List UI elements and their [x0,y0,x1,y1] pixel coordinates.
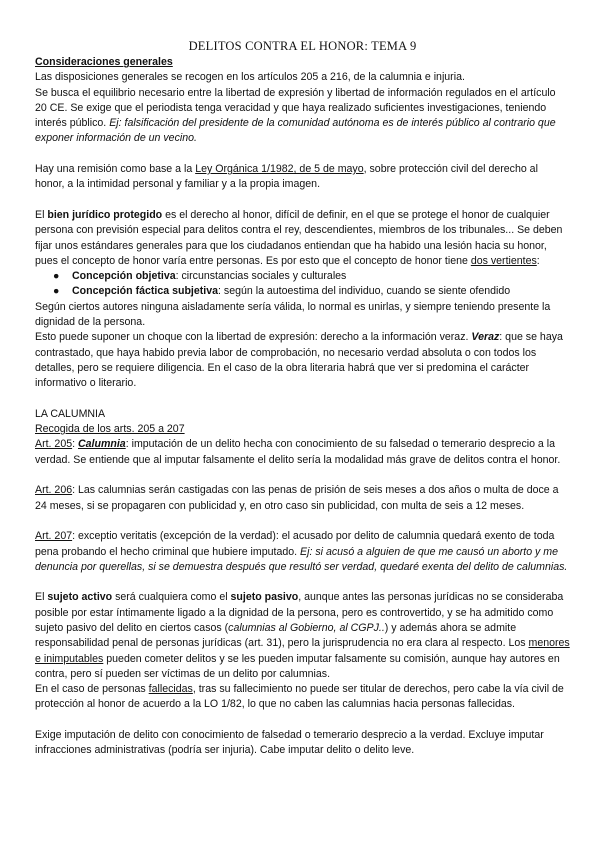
sujeto-pasivo-term: sujeto pasivo [230,591,299,604]
dos-vertientes-term: dos vertientes [470,254,537,267]
calumnia-term: Calumnia [78,438,126,451]
section-heading-consideraciones: Consideraciones generales [35,56,173,68]
recogida-line: Recogida de los arts. 205 a 207 [35,423,185,436]
bullet-icon: ● [53,285,60,298]
veraz-term: Veraz [471,331,500,344]
section-heading-calumnia: LA CALUMNIA [35,407,106,420]
bien-juridico-term: bien jurídico protegido [47,208,163,221]
sujeto-activo-term: sujeto activo [47,591,113,604]
page-title: DELITOS CONTRA EL HONOR: TEMA 9 [188,39,417,53]
paragraph-disposiciones: Las disposiciones generales se recogen en los artículos 205 a 216, de la calumnia e injuria. [35,71,465,84]
example-text: Ej: falsificación del presidente de la comunidad autónoma es de interés público al contrario que exponer información de un vecino. [35,117,556,145]
art-205-ref: Art. 205 [35,438,73,451]
paragraph-equilibrio: Se busca el equilibrio necesario entre la libertad de expresión y libertad de información regulados en el artículo 20 CE. Se exige que el periodista tenga veracidad y que haya realizado suficientes investigaciones, teniendo interés público. Ej: falsificación del presidente de la comunidad autónoma es de interés público al contrario que exponer información de un vecino. [35,86,556,145]
paragraph-remision: Hay una remisión como base a la Ley Orgánica 1/1982, de 5 de mayo, sobre protección civil del derecho al honor, a la intimidad personal y familiar y a la propia imagen. [35,163,538,191]
article-206: Art. 206: Las calumnias serán castigadas con las penas de prisión de seis meses a dos años o multa de doce a 24 meses, si se propagaren con publicidad y, en otro caso sin publicidad, con multa de seis a 12 meses. [35,484,559,512]
list-item: ● Concepción objetiva: circunstancias sociales y culturales [72,269,570,284]
paragraph-autores: Según ciertos autores ninguna aisladamente sería válida, lo normal es unirlas, y siempre teniendo presente la dignidad de la persona. [35,300,551,329]
paragraph-sujetos: El sujeto activo será cualquiera como el sujeto pasivo, aunque antes las personas jurídicas no se consideraba posible por estar íntimamente ligado a la dignidad de la persona, pero es controvertido, y se ha admitido como sujeto pasivo del delito en ciertos casos (calumnias al Gobierno, al CGPJ..) y además ahora se admite responsabilidad penal de personas jurídicas (art. 31), pero la jurisprudencia no era clara al respecto. Los menores e inimputables pueden cometer delitos y se les pueden imputar falsamente su comisión, aunque hay autores en contra, pero sí pueden ser víctimas de un delito por calumnias. [35,591,570,680]
paragraph-bien-juridico: El bien jurídico protegido es el derecho al honor, difícil de definir, en el que se protege el honor de cualquier persona con previsión especial para delitos contra el rey, descendientes, miembros de los tribunales... Se deben fijar unos estándares generales para que los ciudadanos entiendan que ha habido una lesión hacia su honor, pues el concepto de honor varía entre personas. Es por esto que el concepto de honor tiene dos vertientes: [35,208,563,267]
paragraph-choque: Esto puede suponer un choque con la libertad de expresión: derecho a la información veraz. Veraz: que se haya contrastado, que haya habido previa labor de comprobación, no necesario verdad absoluta o con todos los detalles, pero se requiere diligencia. En el caso de la obra literaria habrá que ver si predomina el carácter informativo o literario. [35,331,563,390]
article-207: Art. 207: exceptio veritatis (excepción de la verdad): el acusado por delito de calumnia quedará exento de toda pena probando el hecho criminal que hubiere imputado. Ej: si acusó a alguien de que me causó un aborto y me denuncia por querellas, si se demuestra después que resultó ser verdad, quedaré exenta del delito de calumnias. [35,530,568,573]
bullet-icon: ● [53,270,60,283]
ley-organica-reference: Ley Orgánica 1/1982, de 5 de mayo [195,163,364,176]
paragraph-exige: Exige imputación de delito con conocimiento de falsedad o temerario desprecio a la verdad. Excluye imputar infracciones administrativas (podría ser injuria). Cabe imputar delito o delito leve. [35,729,544,757]
paragraph-fallecidas: En el caso de personas fallecidas, tras su fallecimiento no puede ser titular de derechos, pero cabe la vía civil de protección al honor de acuerdo a la LO 1/82, lo que no caben las calumnias hacia personas fallecidas. [35,683,564,711]
art-206-ref: Art. 206 [35,484,73,497]
vertientes-list [35,269,570,300]
menores-term: menores e inimputables [35,637,570,665]
art-207-ref: Art. 207 [35,530,73,543]
article-205: Art. 205: Calumnia: imputación de un delito hecha con conocimiento de su falsedad o temerario desprecio a la verdad. Se entiende que al imputar falsamente el delito sería la modalidad más grave de delitos contra el honor. [35,438,561,466]
document-page [35,38,570,759]
list-item: ● Concepción fáctica subjetiva: según la autoestima del individuo, cuando se siente ofendido [72,284,570,299]
fallecidas-term: fallecidas [148,683,193,696]
example-text: Ej: si acusó a alguien de que me causó un aborto y me denuncia por querellas, si se demuestra después que resultó ser verdad, quedaré exenta del delito de calumnias. [35,545,568,573]
